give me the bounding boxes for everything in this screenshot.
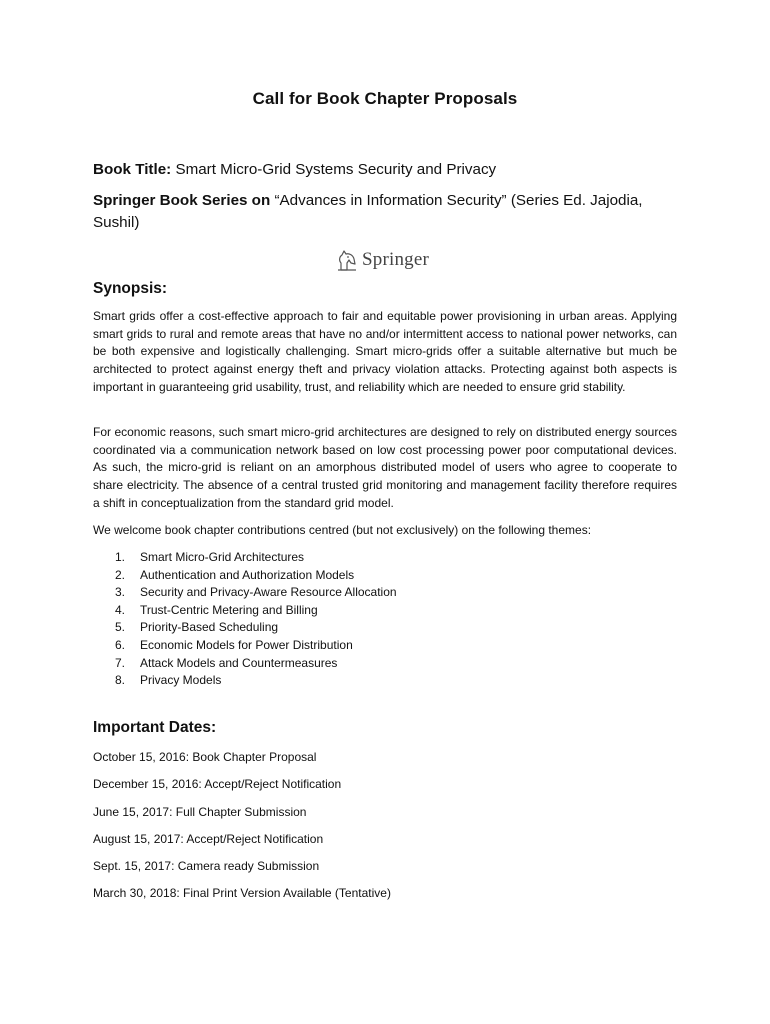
- page-title: Call for Book Chapter Proposals: [252, 89, 518, 108]
- list-item: 3. Security and Privacy-Aware Resource Allocation: [115, 585, 397, 600]
- date-item: June 15, 2017: Full Chapter Submission: [93, 804, 307, 819]
- series-value-continued: Sushil): [93, 214, 140, 231]
- springer-horse-icon: [336, 248, 358, 272]
- date-item: December 15, 2016: Accept/Reject Notification: [93, 777, 342, 792]
- synopsis-paragraph-1: Smart grids offer a cost-effective approach to fair and equitable power provisioning in urban areas. Applying smart grids to rural and remote areas that have no and/or intermittent access to national power networks, can be both expensive and logistically challenging. Smart micro-grids offer a suitable alternative but much be architected to protect against energy theft and privacy violation attacks. Protecting against both aspects is important in guaranteeing grid usability, trust, and reliability which are needed to ensure grid stability.: [93, 309, 677, 394]
- themes-list: [115, 549, 397, 690]
- list-item: 5. Priority-Based Scheduling: [115, 620, 279, 635]
- list-item: 7. Attack Models and Countermeasures: [115, 655, 338, 670]
- book-title-value: Smart Micro-Grid Systems Security and Privacy: [175, 161, 497, 178]
- book-title-line: [93, 159, 693, 181]
- synopsis-paragraph-2: For economic reasons, such smart micro-grid architectures are designed to rely on distributed energy sources coordinated via a communication network based on low cost processing power poor computational devices. As such, the micro-grid is reliant on an amorphous distributed model of users who agree to cooperate to share electricity. The absence of a central trusted grid monitoring and management facility therefore requires a shift in conceptualization from the standard grid model.: [93, 425, 677, 510]
- synopsis-heading: Synopsis:: [93, 280, 168, 297]
- series-line: [93, 190, 693, 234]
- series-value: “Advances in Information Security” (Series Ed. Jajodia,: [274, 192, 643, 209]
- themes-intro: We welcome book chapter contributions centred (but not exclusively) on the following themes:: [93, 523, 592, 537]
- important-dates-list: [93, 749, 391, 913]
- list-item: 4. Trust-Centric Metering and Billing: [115, 602, 318, 617]
- list-item: 1. Smart Micro-Grid Architectures: [115, 550, 305, 564]
- list-item: 8. Privacy Models: [115, 673, 222, 688]
- date-item: March 30, 2018: Final Print Version Available (Tentative): [93, 886, 391, 901]
- date-item: Sept. 15, 2017: Camera ready Submission: [93, 859, 320, 874]
- series-label: Springer Book Series on: [93, 192, 271, 209]
- date-item: October 15, 2016: Book Chapter Proposal: [93, 750, 317, 764]
- springer-logo-text: Springer: [362, 249, 430, 270]
- book-title-label: Book Title:: [93, 161, 172, 178]
- springer-logo: [336, 246, 429, 274]
- date-item: August 15, 2017: Accept/Reject Notification: [93, 831, 324, 846]
- important-dates-heading: Important Dates:: [93, 719, 217, 736]
- list-item: 2. Authentication and Authorization Models: [115, 567, 355, 582]
- list-item: 6. Economic Models for Power Distribution: [115, 637, 353, 652]
